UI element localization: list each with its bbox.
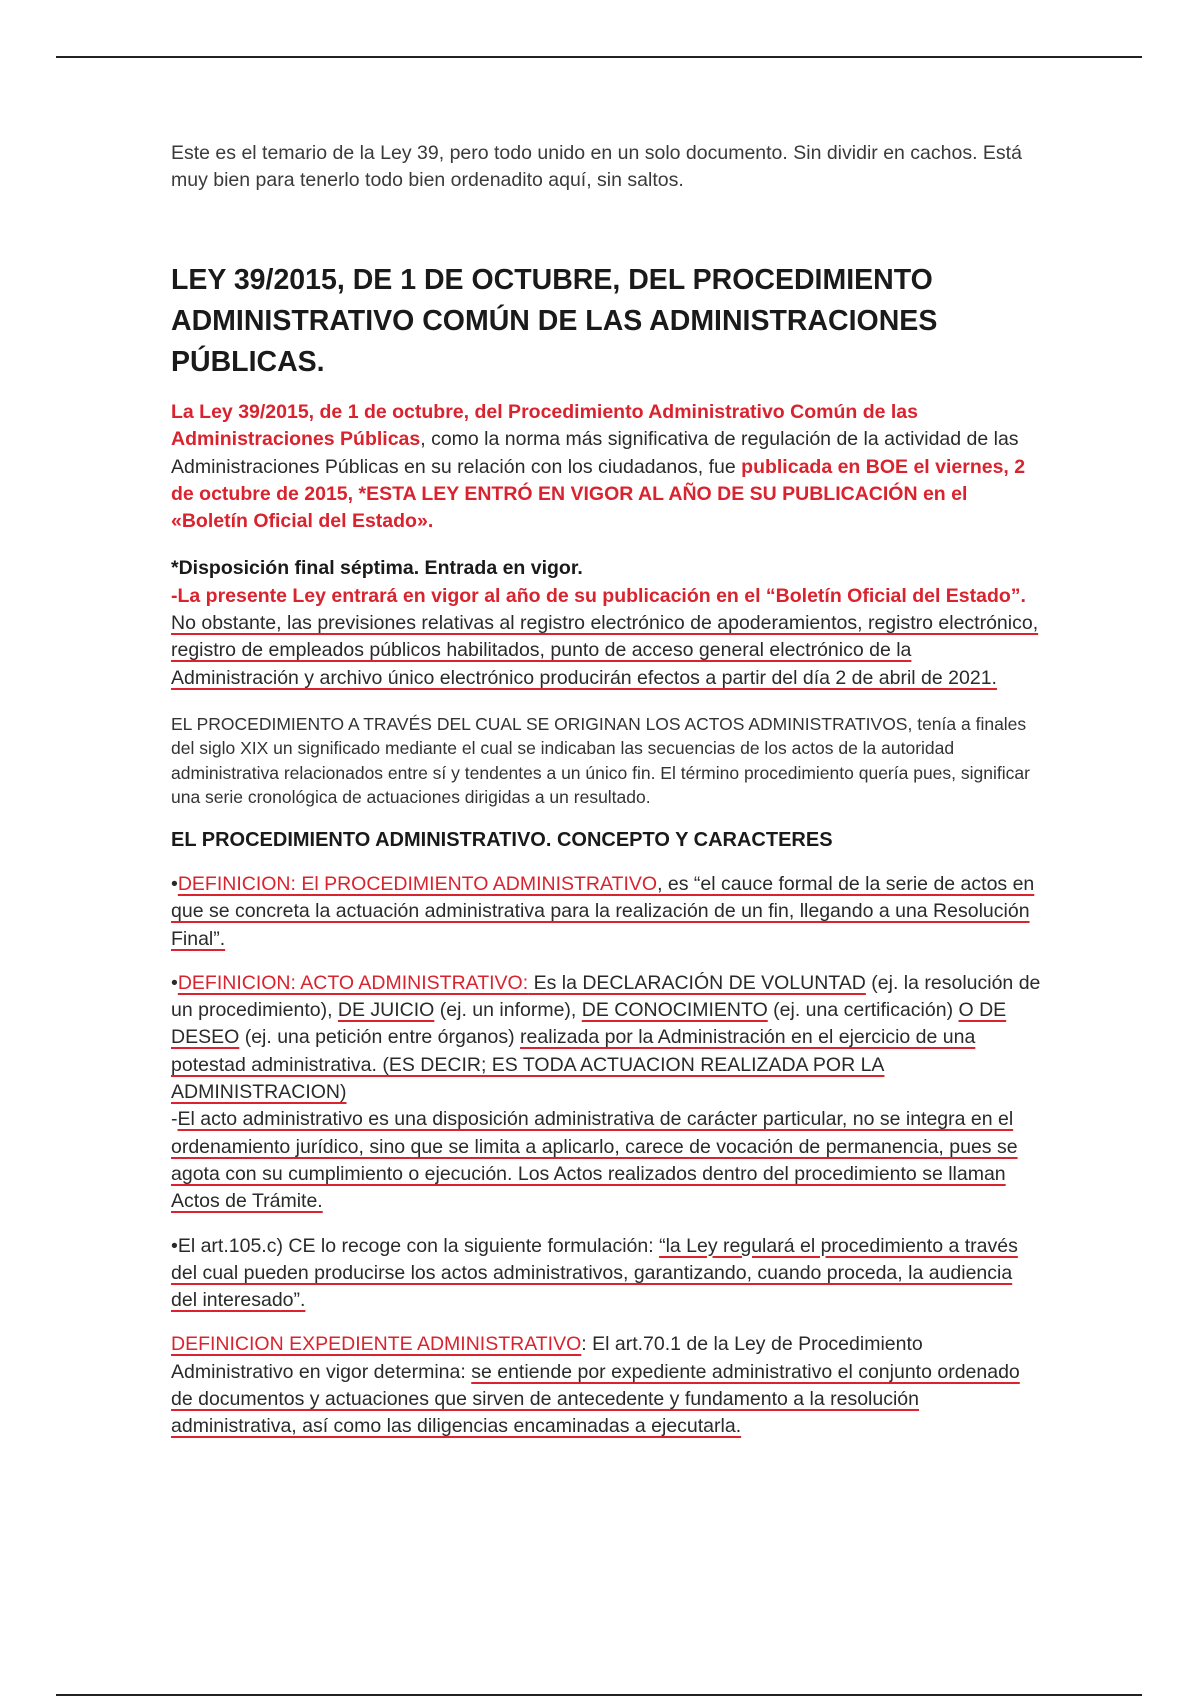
bottom-rule bbox=[56, 1694, 1142, 1696]
act-example-2: (ej. un informe), bbox=[434, 999, 582, 1022]
procedure-origin-paragraph: EL PROCEDIMIENTO A TRAVÉS DEL CUAL SE ORIGINAN LOS ACTOS ADMINISTRATIVOS, tenía a finales del siglo XIX un significado mediante el cual se indicaban las secuencias de los actos de la autoridad administrativa relacionados entre sí y tendentes a un único fin. El término procedimiento quería pues, significar una serie cronológica de actuaciones dirigidas a un resultado. bbox=[171, 713, 1030, 808]
act-summary: realizada por la Administración en el ejercicio de una potestad administrativa. (ES DECIR; ES TODA ACTUACION REALIZADA POR LA ADMINISTRACION) bbox=[171, 1026, 976, 1104]
act-example-4: (ej. una petición entre órganos) bbox=[239, 1026, 521, 1049]
intro-paragraph: Este es el temario de la Ley 39, pero todo unido en un solo documento. Sin dividir en cachos. Está muy bien para tenerlo todo bien ordenadito aquí, sin saltos. bbox=[171, 142, 1022, 191]
definition-procedure bbox=[171, 871, 1041, 953]
definition-act-label: DEFINICION: ACTO ADMINISTRATIVO: bbox=[177, 971, 529, 994]
definition-procedure-text: , es “el cauce formal de la serie de actos en que se concreta la actuación administrativa para la realización de un fin, llegando a una Resolución Final”. bbox=[171, 872, 1035, 950]
act-knowledge: DE CONOCIMIENTO bbox=[581, 999, 768, 1022]
law-description-paragraph bbox=[171, 399, 1041, 535]
act-example-3: (ej. una certificación) bbox=[767, 999, 959, 1022]
constitution-article-paragraph bbox=[171, 1233, 1041, 1315]
law-name: La Ley 39/2015, de 1 de octubre, del Procedimiento Administrativo Común de las Administraciones Públicas bbox=[171, 401, 918, 451]
law-description-text: , como la norma más significativa de regulación de la actividad de las Administraciones Públicas en su relación con los ciudadanos, fue bbox=[171, 428, 1019, 478]
definition-file bbox=[171, 1331, 1041, 1440]
dash: - bbox=[171, 1108, 178, 1131]
top-rule bbox=[56, 56, 1142, 58]
disposition-paragraph bbox=[171, 583, 1041, 692]
definition-procedure-label: DEFINICION: El PROCEDIMIENTO ADMINISTRATIVO bbox=[177, 872, 658, 895]
disposition-entry-into-force: -La presente Ley entrará en vigor al año de su publicación en el “Boletín Oficial del Estado”. bbox=[171, 584, 1026, 607]
constitution-article-quote: “la Ley regulará el procedimiento a través del cual pueden producirse los actos administrativos, garantizando, cuando proceda, la audiencia del interesado”. bbox=[171, 1234, 1018, 1312]
bullet: • bbox=[171, 971, 178, 994]
definition-file-text: se entiende por expediente administrativo el conjunto ordenado de documentos y actuaciones que sirven de antecedente y fundamento a la resolución administrativa, así como las diligencias encaminadas a ejecutarla. bbox=[171, 1360, 1020, 1438]
act-declaration: Es la DECLARACIÓN DE VOLUNTAD bbox=[528, 971, 866, 994]
publication-note: publicada en BOE el viernes, 2 de octubre de 2015, *ESTA LEY ENTRÓ EN VIGOR AL AÑO DE SU PUBLICACIÓN en el «Boletín Oficial del Estado». bbox=[171, 455, 1026, 533]
bullet: • bbox=[171, 872, 178, 895]
act-characteristics: El acto administrativo es una disposición administrativa de carácter particular, no se integra en el ordenamiento jurídico, sino que se limita a aplicarlo, carece de vocación de permanencia, pues se agota con su cumplimiento o ejecución. Los Actos realizados dentro del procedimiento se llaman Actos de Trámite. bbox=[171, 1108, 1018, 1213]
document-title: LEY 39/2015, DE 1 DE OCTUBRE, DEL PROCEDIMIENTO ADMINISTRATIVO COMÚN DE LAS ADMINISTRACIONES PÚBLICAS. bbox=[171, 264, 938, 378]
document-body bbox=[171, 140, 1041, 1441]
disposition-heading: *Disposición final séptima. Entrada en vigor. bbox=[171, 557, 583, 580]
act-judgement: DE JUICIO bbox=[337, 999, 435, 1022]
disposition-provisions: No obstante, las previsiones relativas al registro electrónico de apoderamientos, registro electrónico, registro de empleados públicos habilitados, punto de acceso general electrónico de la Administración y archivo único electrónico producirán efectos a partir del día 2 de abril de 2021. bbox=[171, 612, 1039, 689]
act-desire: O DE DESEO bbox=[171, 999, 1007, 1049]
definition-act bbox=[171, 970, 1041, 1216]
act-example-1: (ej. la resolución de un procedimiento), bbox=[171, 971, 1041, 1022]
definition-file-intro: : El art.70.1 de la Ley de Procedimiento Administrativo en vigor determina: bbox=[171, 1333, 923, 1383]
definition-file-label: DEFINICION EXPEDIENTE ADMINISTRATIVO bbox=[171, 1333, 582, 1356]
constitution-article-intro: •El art.105.c) CE lo recoge con la siguiente formulación: bbox=[171, 1234, 660, 1257]
section-heading-concept: EL PROCEDIMIENTO ADMINISTRATIVO. CONCEPTO Y CARACTERES bbox=[171, 828, 833, 851]
